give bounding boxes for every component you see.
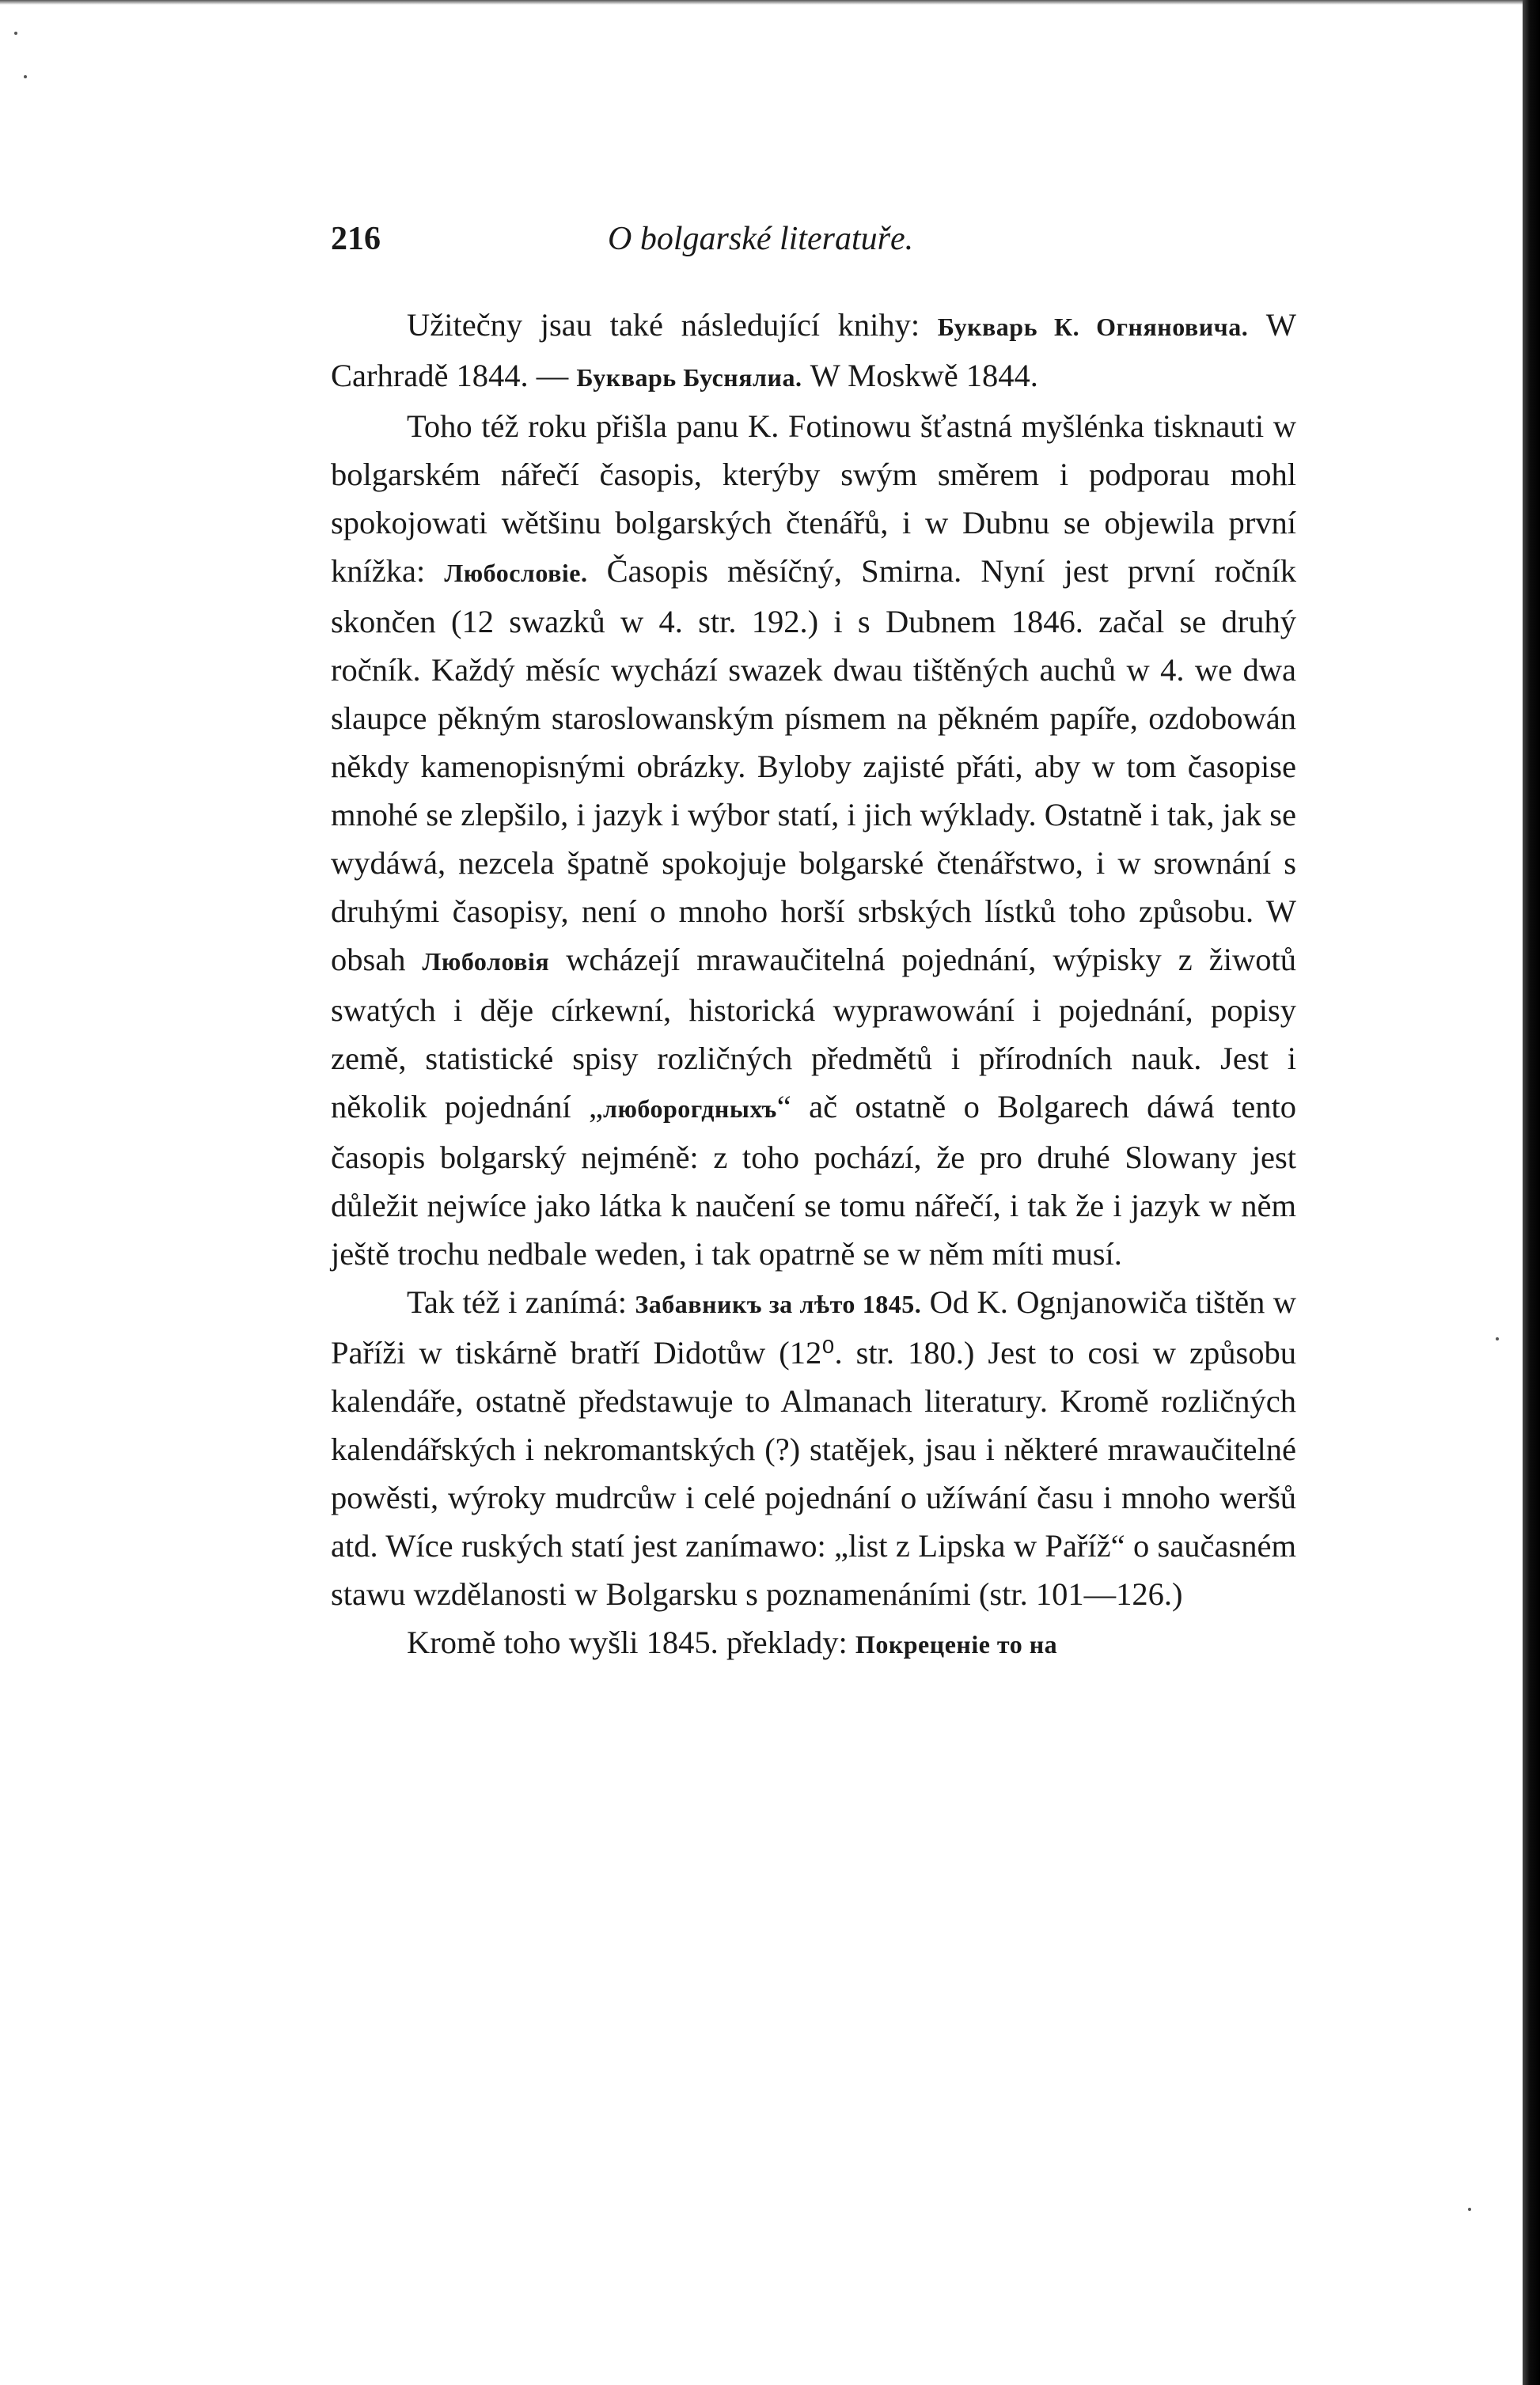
scan-speck xyxy=(14,32,17,35)
cyrillic-title: Букварь Буснялиа. xyxy=(576,363,802,392)
text-run: Toho též roku přišla panu K. Fotinowu šťastná myšlénka tisknauti w bolgarském nářečí časopis, kterýby swým směrem i podporau mohl spokojowati wětšinu bolgarských čtenářů, i w Dubnu se objewila první knížka: xyxy=(331,408,1296,589)
text-run: Časopis měsíčný, Smirna. Nyní jest první ročník skončen (12 swazků w 4. str. 192.) i s Dubnem 1846. začal se druhý ročník. Každý měsíc wychází swazek dwau tištěných auchů w 4. we dwa slaupce pěkným staroslowanským písmem na pěkném papíře, ozdobowán někdy kamenopisnými obrázky. Byloby zajisté přáti, aby w tom časopise mnohé se zlepšilo, i jazyk i wýbor statí, i jich wýklady. Ostatně i tak, jak se wydáwá, nezcela špatně spokojuje bolgarské čtenářstwo, i w srownání s druhými časopisy, není o mnoho horší srbských lístků toho způsobu. W obsah xyxy=(331,553,1296,977)
body-text xyxy=(331,301,1296,1669)
scan-edge-right xyxy=(1523,0,1540,2385)
paragraph-1 xyxy=(331,301,1296,402)
scan-edge-top xyxy=(0,0,1540,5)
paragraph-3 xyxy=(331,1278,1296,1618)
cyrillic-title: Покреценіе то на xyxy=(855,1630,1058,1659)
text-run: Tak též i zanímá: xyxy=(407,1284,635,1320)
cyrillic-title: Люболовія xyxy=(422,947,550,976)
text-run: Kromě toho wyšli 1845. překlady: xyxy=(407,1625,855,1660)
cyrillic-title: Забавникъ за лѣто 1845. xyxy=(635,1290,922,1318)
running-title: O bolgarské literatuře. xyxy=(608,221,914,257)
text-run: wcházejí mrawaučitelná pojednání, wýpisky z žiwotů swatých i děje církewní, historická wyprawowání i pojednání, popisy země, statistické spisy rozličných předmětů i přírodních nauk. Jest i několik pojednání „ xyxy=(331,942,1296,1124)
scan-speck xyxy=(24,75,27,78)
page-header xyxy=(331,214,1296,269)
text-run: W Moskwě 1844. xyxy=(802,358,1038,393)
scan-speck xyxy=(1468,2208,1471,2211)
text-run: W Carhradě 1844. — xyxy=(331,307,1297,393)
text-run: Užitečny jsau také následující knihy: xyxy=(407,307,938,343)
text-run: Od K. Ognjanowiča tištěn w Paříži w tiskárně bratří Didotůw (12⁰. str. 180.) Jest to cosi w způsobu kalendáře, ostatně předstawuje to Almanach literatury. Kromě rozličných kalendářských i nekromantských (?) statějek, jsau i některé mrawaučitelné powěsti, wýroky mudrcůw i celé pojednání o užíwání času i mnoho weršů atd. Wíce ruských statí jest zanímawo: „list z Lipska w Paříž“ o saučasném stawu wzdělanosti w Bolgarsku s poznamenáními (str. 101—126.) xyxy=(331,1284,1297,1612)
paragraph-2 xyxy=(331,402,1296,1278)
cyrillic-title: Любословіе. xyxy=(444,559,588,587)
paragraph-4 xyxy=(331,1618,1296,1669)
page-number: 216 xyxy=(331,221,381,257)
text-run: “ ač ostatně o Bolgarech dáwá tento časopis bolgarský nejméně: z toho pochází, že pro druhé Slowany jest důležit nejwíce jako látka k naučení se tomu nářečí, i tak že i jazyk w něm ještě trochu nedbale weden, i tak opatrně se w něm míti musí. xyxy=(331,1089,1296,1272)
cyrillic-title: Букварь К. Огняновича. xyxy=(937,313,1249,341)
scan-speck xyxy=(1496,1337,1499,1340)
book-page xyxy=(331,214,1296,1669)
cyrillic-title: люборогдныхъ xyxy=(603,1094,777,1123)
